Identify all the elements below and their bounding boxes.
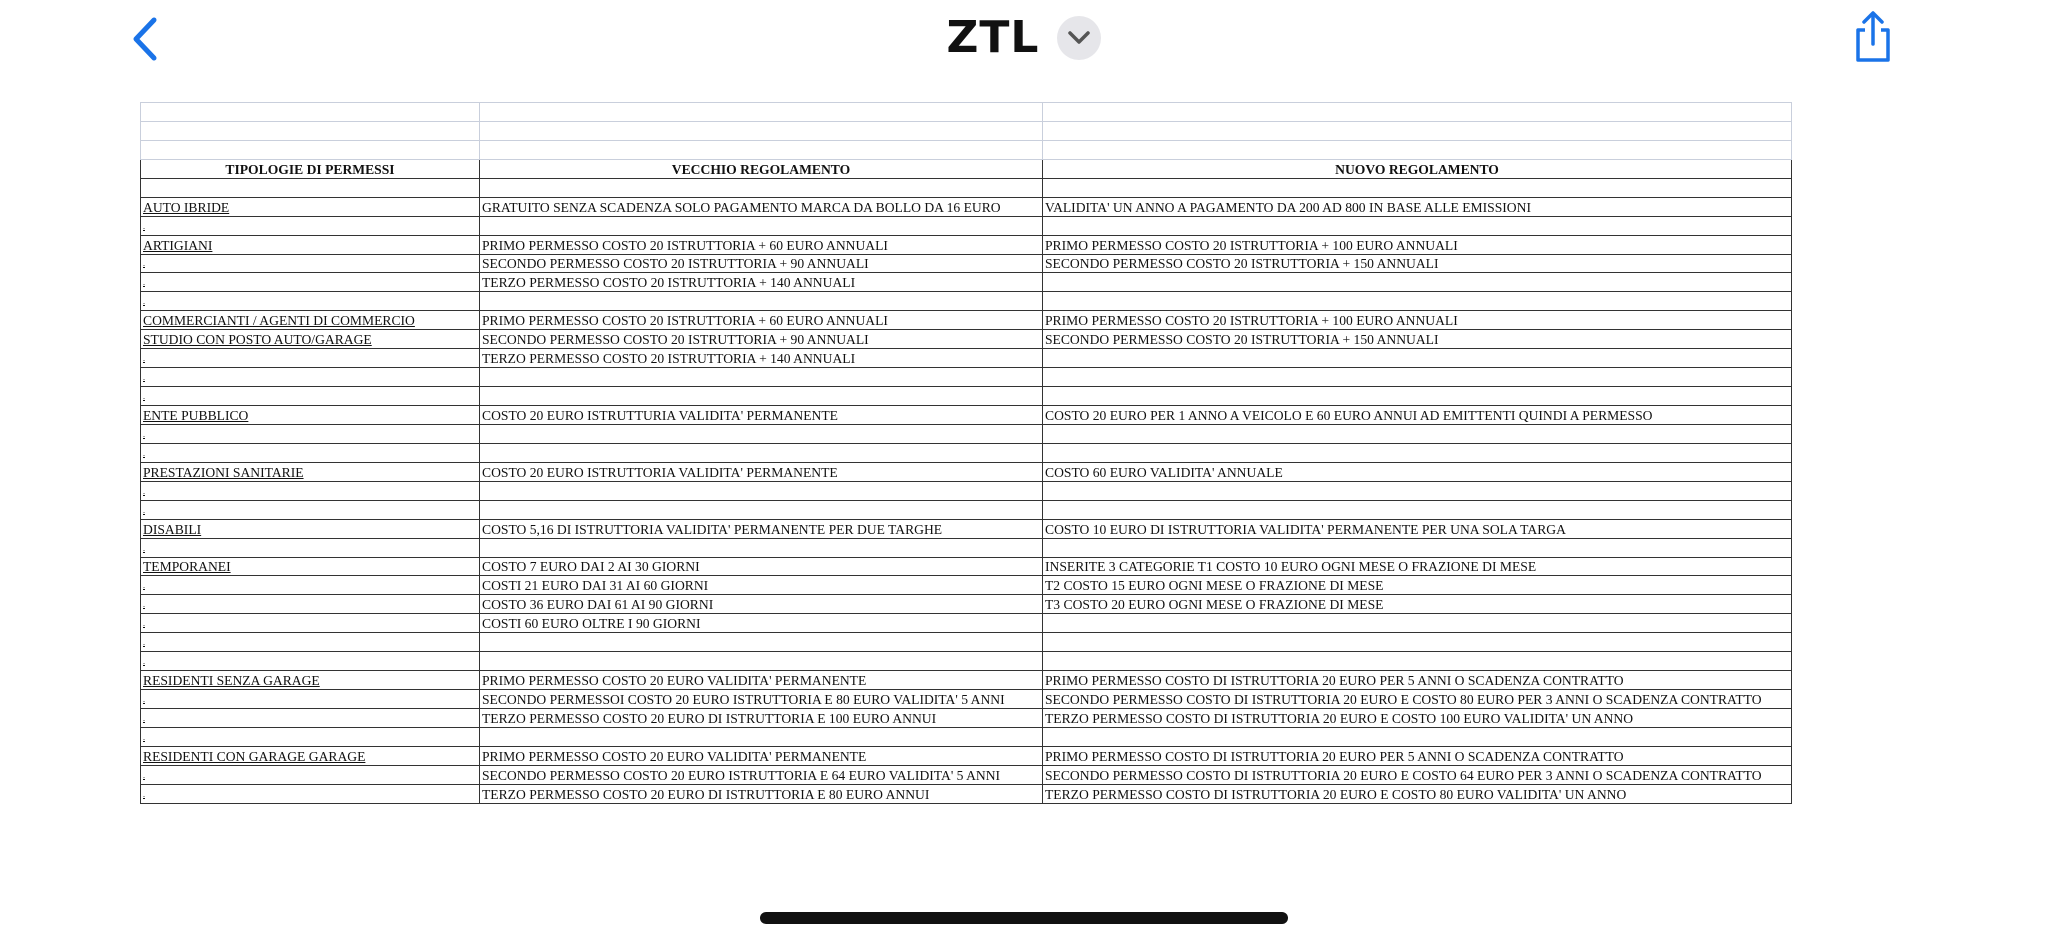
top-toolbar bbox=[0, 0, 2048, 80]
old-rule-cell[interactable]: TERZO PERMESSO COSTO 20 EURO DI ISTRUTTORIA E 100 EURO ANNUI bbox=[480, 709, 1043, 728]
new-rule-cell[interactable]: COSTO 20 EURO PER 1 ANNO A VEICOLO E 60 EURO ANNUI AD EMITTENTI QUINDI A PERMESSO bbox=[1043, 406, 1792, 425]
new-rule-cell[interactable] bbox=[1043, 500, 1792, 519]
table-row bbox=[141, 178, 1792, 197]
old-rule-cell[interactable] bbox=[480, 481, 1043, 500]
permit-type-cell[interactable]: . bbox=[141, 538, 480, 557]
old-rule-cell[interactable]: PRIMO PERMESSO COSTO 20 EURO VALIDITA' PERMANENTE bbox=[480, 746, 1043, 765]
old-rule-cell[interactable]: COSTO 20 EURO ISTRUTTORIA VALIDITA' PERMANENTE bbox=[480, 462, 1043, 481]
table-row bbox=[141, 103, 1792, 122]
permit-type-cell[interactable]: . bbox=[141, 349, 480, 368]
permit-type-cell[interactable]: . bbox=[141, 254, 480, 273]
new-rule-cell[interactable]: COSTO 10 EURO DI ISTRUTTORIA VALIDITA' PERMANENTE PER UNA SOLA TARGA bbox=[1043, 519, 1792, 538]
table-row bbox=[141, 746, 1792, 765]
header-row bbox=[141, 159, 1792, 178]
permit-type-cell[interactable]: RESIDENTI SENZA GARAGE bbox=[141, 671, 480, 690]
table-row bbox=[141, 121, 1792, 140]
old-rule-cell[interactable]: TERZO PERMESSO COSTO 20 ISTRUTTORIA + 140 ANNUALI bbox=[480, 273, 1043, 292]
table-cell[interactable] bbox=[480, 103, 1043, 122]
new-rule-cell[interactable] bbox=[1043, 178, 1792, 197]
table-cell[interactable] bbox=[141, 140, 480, 159]
new-rule-cell[interactable] bbox=[1043, 727, 1792, 746]
table-row bbox=[141, 443, 1792, 462]
table-row bbox=[141, 273, 1792, 292]
table-row bbox=[141, 690, 1792, 709]
permit-type-cell[interactable]: ARTIGIANI bbox=[141, 235, 480, 254]
table-row bbox=[141, 709, 1792, 728]
permit-type-cell[interactable]: AUTO IBRIDE bbox=[141, 197, 480, 216]
table-row bbox=[141, 292, 1792, 311]
new-rule-cell[interactable] bbox=[1043, 652, 1792, 671]
permit-type-cell[interactable]: . bbox=[141, 633, 480, 652]
permit-type-cell[interactable]: ENTE PUBBLICO bbox=[141, 406, 480, 425]
table-row bbox=[141, 216, 1792, 235]
old-rule-cell[interactable] bbox=[480, 424, 1043, 443]
table-row bbox=[141, 140, 1792, 159]
table-cell[interactable] bbox=[141, 121, 480, 140]
old-rule-cell[interactable]: COSTI 21 EURO DAI 31 AI 60 GIORNI bbox=[480, 576, 1043, 595]
old-rule-cell[interactable] bbox=[480, 633, 1043, 652]
new-rule-cell[interactable] bbox=[1043, 349, 1792, 368]
table-row bbox=[141, 406, 1792, 425]
old-rule-cell[interactable]: SECONDO PERMESSO COSTO 20 EURO ISTRUTTORIA E 64 EURO VALIDITA' 5 ANNI bbox=[480, 765, 1043, 784]
share-button[interactable] bbox=[1848, 10, 1898, 64]
table-row bbox=[141, 727, 1792, 746]
old-rule-cell[interactable]: COSTO 20 EURO ISTRUTTURIA VALIDITA' PERMANENTE bbox=[480, 406, 1043, 425]
old-rule-cell[interactable] bbox=[480, 387, 1043, 406]
permit-type-cell[interactable]: . bbox=[141, 424, 480, 443]
table-row bbox=[141, 481, 1792, 500]
column-header-vecchio[interactable]: VECCHIO REGOLAMENTO bbox=[480, 159, 1043, 178]
permit-type-cell[interactable]: TEMPORANEI bbox=[141, 557, 480, 576]
permit-type-cell[interactable]: . bbox=[141, 727, 480, 746]
column-header-tipologie[interactable]: TIPOLOGIE DI PERMESSI bbox=[141, 159, 480, 178]
share-icon bbox=[1848, 10, 1898, 64]
permit-type-cell[interactable]: . bbox=[141, 443, 480, 462]
new-rule-cell[interactable]: SECONDO PERMESSO COSTO DI ISTRUTTORIA 20 EURO E COSTO 64 EURO PER 3 ANNI O SCADENZA CONTRATTO bbox=[1043, 765, 1792, 784]
old-rule-cell[interactable]: TERZO PERMESSO COSTO 20 ISTRUTTORIA + 140 ANNUALI bbox=[480, 349, 1043, 368]
new-rule-cell[interactable]: SECONDO PERMESSO COSTO 20 ISTRUTTORIA + 150 ANNUALI bbox=[1043, 330, 1792, 349]
new-rule-cell[interactable]: T3 COSTO 20 EURO OGNI MESE O FRAZIONE DI MESE bbox=[1043, 595, 1792, 614]
table-cell[interactable] bbox=[1043, 140, 1792, 159]
table-row bbox=[141, 595, 1792, 614]
table-row bbox=[141, 614, 1792, 633]
old-rule-cell[interactable]: PRIMO PERMESSO COSTO 20 EURO VALIDITA' PERMANENTE bbox=[480, 671, 1043, 690]
new-rule-cell[interactable]: PRIMO PERMESSO COSTO 20 ISTRUTTORIA + 100 EURO ANNUALI bbox=[1043, 311, 1792, 330]
table-cell[interactable] bbox=[480, 140, 1043, 159]
table-row bbox=[141, 462, 1792, 481]
table-cell[interactable] bbox=[480, 121, 1043, 140]
new-rule-cell[interactable]: VALIDITA' UN ANNO A PAGAMENTO DA 200 AD 800 IN BASE ALLE EMISSIONI bbox=[1043, 197, 1792, 216]
table-row bbox=[141, 652, 1792, 671]
permit-type-cell[interactable]: . bbox=[141, 784, 480, 803]
new-rule-cell[interactable] bbox=[1043, 387, 1792, 406]
old-rule-cell[interactable] bbox=[480, 368, 1043, 387]
old-rule-cell[interactable] bbox=[480, 178, 1043, 197]
permit-type-cell[interactable]: . bbox=[141, 387, 480, 406]
old-rule-cell[interactable]: COSTO 36 EURO DAI 61 AI 90 GIORNI bbox=[480, 595, 1043, 614]
new-rule-cell[interactable] bbox=[1043, 368, 1792, 387]
new-rule-cell[interactable] bbox=[1043, 273, 1792, 292]
new-rule-cell[interactable] bbox=[1043, 424, 1792, 443]
table-row bbox=[141, 765, 1792, 784]
new-rule-cell[interactable]: INSERITE 3 CATEGORIE T1 COSTO 10 EURO OGNI MESE O FRAZIONE DI MESE bbox=[1043, 557, 1792, 576]
table-row bbox=[141, 633, 1792, 652]
table-row bbox=[141, 349, 1792, 368]
permit-type-cell[interactable] bbox=[141, 178, 480, 197]
old-rule-cell[interactable] bbox=[480, 216, 1043, 235]
old-rule-cell[interactable] bbox=[480, 292, 1043, 311]
spreadsheet-view[interactable] bbox=[140, 102, 1792, 804]
permit-type-cell[interactable]: . bbox=[141, 481, 480, 500]
new-rule-cell[interactable]: T2 COSTO 15 EURO OGNI MESE O FRAZIONE DI MESE bbox=[1043, 576, 1792, 595]
permit-type-cell[interactable]: RESIDENTI CON GARAGE GARAGE bbox=[141, 746, 480, 765]
permit-type-cell[interactable]: . bbox=[141, 614, 480, 633]
new-rule-cell[interactable]: PRIMO PERMESSO COSTO 20 ISTRUTTORIA + 100 EURO ANNUALI bbox=[1043, 235, 1792, 254]
new-rule-cell[interactable] bbox=[1043, 633, 1792, 652]
old-rule-cell[interactable]: PRIMO PERMESSO COSTO 20 ISTRUTTORIA + 60 EURO ANNUALI bbox=[480, 311, 1043, 330]
permit-type-cell[interactable]: . bbox=[141, 576, 480, 595]
old-rule-cell[interactable]: SECONDO PERMESSO COSTO 20 ISTRUTTORIA + 90 ANNUALI bbox=[480, 254, 1043, 273]
new-rule-cell[interactable] bbox=[1043, 614, 1792, 633]
table-row bbox=[141, 671, 1792, 690]
table-row bbox=[141, 311, 1792, 330]
document-title: ZTL bbox=[946, 12, 1040, 63]
new-rule-cell[interactable]: SECONDO PERMESSO COSTO 20 ISTRUTTORIA + 150 ANNUALI bbox=[1043, 254, 1792, 273]
permit-type-cell[interactable]: . bbox=[141, 292, 480, 311]
table-cell[interactable] bbox=[141, 103, 480, 122]
new-rule-cell[interactable] bbox=[1043, 538, 1792, 557]
table-row bbox=[141, 576, 1792, 595]
permit-type-cell[interactable]: COMMERCIANTI / AGENTI DI COMMERCIO bbox=[141, 311, 480, 330]
permit-type-cell[interactable]: . bbox=[141, 216, 480, 235]
new-rule-cell[interactable]: TERZO PERMESSO COSTO DI ISTRUTTORIA 20 EURO E COSTO 80 EURO VALIDITA' UN ANNO bbox=[1043, 784, 1792, 803]
new-rule-cell[interactable]: COSTO 60 EURO VALIDITA' ANNUALE bbox=[1043, 462, 1792, 481]
table-row bbox=[141, 784, 1792, 803]
old-rule-cell[interactable] bbox=[480, 727, 1043, 746]
permits-table bbox=[140, 102, 1792, 804]
table-cell[interactable] bbox=[1043, 121, 1792, 140]
table-row bbox=[141, 519, 1792, 538]
title-menu-button[interactable] bbox=[1057, 16, 1101, 60]
table-row bbox=[141, 424, 1792, 443]
new-rule-cell[interactable]: TERZO PERMESSO COSTO DI ISTRUTTORIA 20 EURO E COSTO 100 EURO VALIDITA' UN ANNO bbox=[1043, 709, 1792, 728]
permit-type-cell[interactable]: . bbox=[141, 765, 480, 784]
permit-type-cell[interactable]: PRESTAZIONI SANITARIE bbox=[141, 462, 480, 481]
permit-type-cell[interactable]: STUDIO CON POSTO AUTO/GARAGE bbox=[141, 330, 480, 349]
chevron-down-icon bbox=[1067, 30, 1091, 46]
permit-type-cell[interactable]: DISABILI bbox=[141, 519, 480, 538]
table-row bbox=[141, 387, 1792, 406]
new-rule-cell[interactable]: SECONDO PERMESSO COSTO DI ISTRUTTORIA 20 EURO E COSTO 80 EURO PER 3 ANNI O SCADENZA CONTRATTO bbox=[1043, 690, 1792, 709]
permit-type-cell[interactable]: . bbox=[141, 500, 480, 519]
title-area bbox=[0, 12, 2048, 63]
new-rule-cell[interactable] bbox=[1043, 292, 1792, 311]
new-rule-cell[interactable]: PRIMO PERMESSO COSTO DI ISTRUTTORIA 20 EURO PER 5 ANNI O SCADENZA CONTRATTO bbox=[1043, 671, 1792, 690]
table-row bbox=[141, 557, 1792, 576]
old-rule-cell[interactable] bbox=[480, 443, 1043, 462]
old-rule-cell[interactable]: TERZO PERMESSO COSTO 20 EURO DI ISTRUTTORIA E 80 EURO ANNUI bbox=[480, 784, 1043, 803]
permit-type-cell[interactable]: . bbox=[141, 368, 480, 387]
old-rule-cell[interactable]: COSTI 60 EURO OLTRE I 90 GIORNI bbox=[480, 614, 1043, 633]
old-rule-cell[interactable]: GRATUITO SENZA SCADENZA SOLO PAGAMENTO MARCA DA BOLLO DA 16 EURO bbox=[480, 197, 1043, 216]
new-rule-cell[interactable] bbox=[1043, 481, 1792, 500]
old-rule-cell[interactable]: COSTO 5,16 DI ISTRUTTORIA VALIDITA' PERMANENTE PER DUE TARGHE bbox=[480, 519, 1043, 538]
table-row bbox=[141, 254, 1792, 273]
old-rule-cell[interactable] bbox=[480, 538, 1043, 557]
permit-type-cell[interactable]: . bbox=[141, 273, 480, 292]
table-row bbox=[141, 235, 1792, 254]
new-rule-cell[interactable]: PRIMO PERMESSO COSTO DI ISTRUTTORIA 20 EURO PER 5 ANNI O SCADENZA CONTRATTO bbox=[1043, 746, 1792, 765]
table-row bbox=[141, 330, 1792, 349]
table-row bbox=[141, 368, 1792, 387]
home-indicator bbox=[760, 912, 1288, 924]
old-rule-cell[interactable]: PRIMO PERMESSO COSTO 20 ISTRUTTORIA + 60 EURO ANNUALI bbox=[480, 235, 1043, 254]
table-row bbox=[141, 500, 1792, 519]
column-header-nuovo[interactable]: NUOVO REGOLAMENTO bbox=[1043, 159, 1792, 178]
permit-type-cell[interactable]: . bbox=[141, 690, 480, 709]
old-rule-cell[interactable]: SECONDO PERMESSO COSTO 20 ISTRUTTORIA + 90 ANNUALI bbox=[480, 330, 1043, 349]
old-rule-cell[interactable] bbox=[480, 652, 1043, 671]
table-row bbox=[141, 538, 1792, 557]
table-row bbox=[141, 197, 1792, 216]
permit-type-cell[interactable]: . bbox=[141, 652, 480, 671]
new-rule-cell[interactable] bbox=[1043, 216, 1792, 235]
old-rule-cell[interactable]: SECONDO PERMESSOI COSTO 20 EURO ISTRUTTORIA E 80 EURO VALIDITA' 5 ANNI bbox=[480, 690, 1043, 709]
new-rule-cell[interactable] bbox=[1043, 443, 1792, 462]
permit-type-cell[interactable]: . bbox=[141, 595, 480, 614]
table-cell[interactable] bbox=[1043, 103, 1792, 122]
permit-type-cell[interactable]: . bbox=[141, 709, 480, 728]
old-rule-cell[interactable]: COSTO 7 EURO DAI 2 AI 30 GIORNI bbox=[480, 557, 1043, 576]
old-rule-cell[interactable] bbox=[480, 500, 1043, 519]
